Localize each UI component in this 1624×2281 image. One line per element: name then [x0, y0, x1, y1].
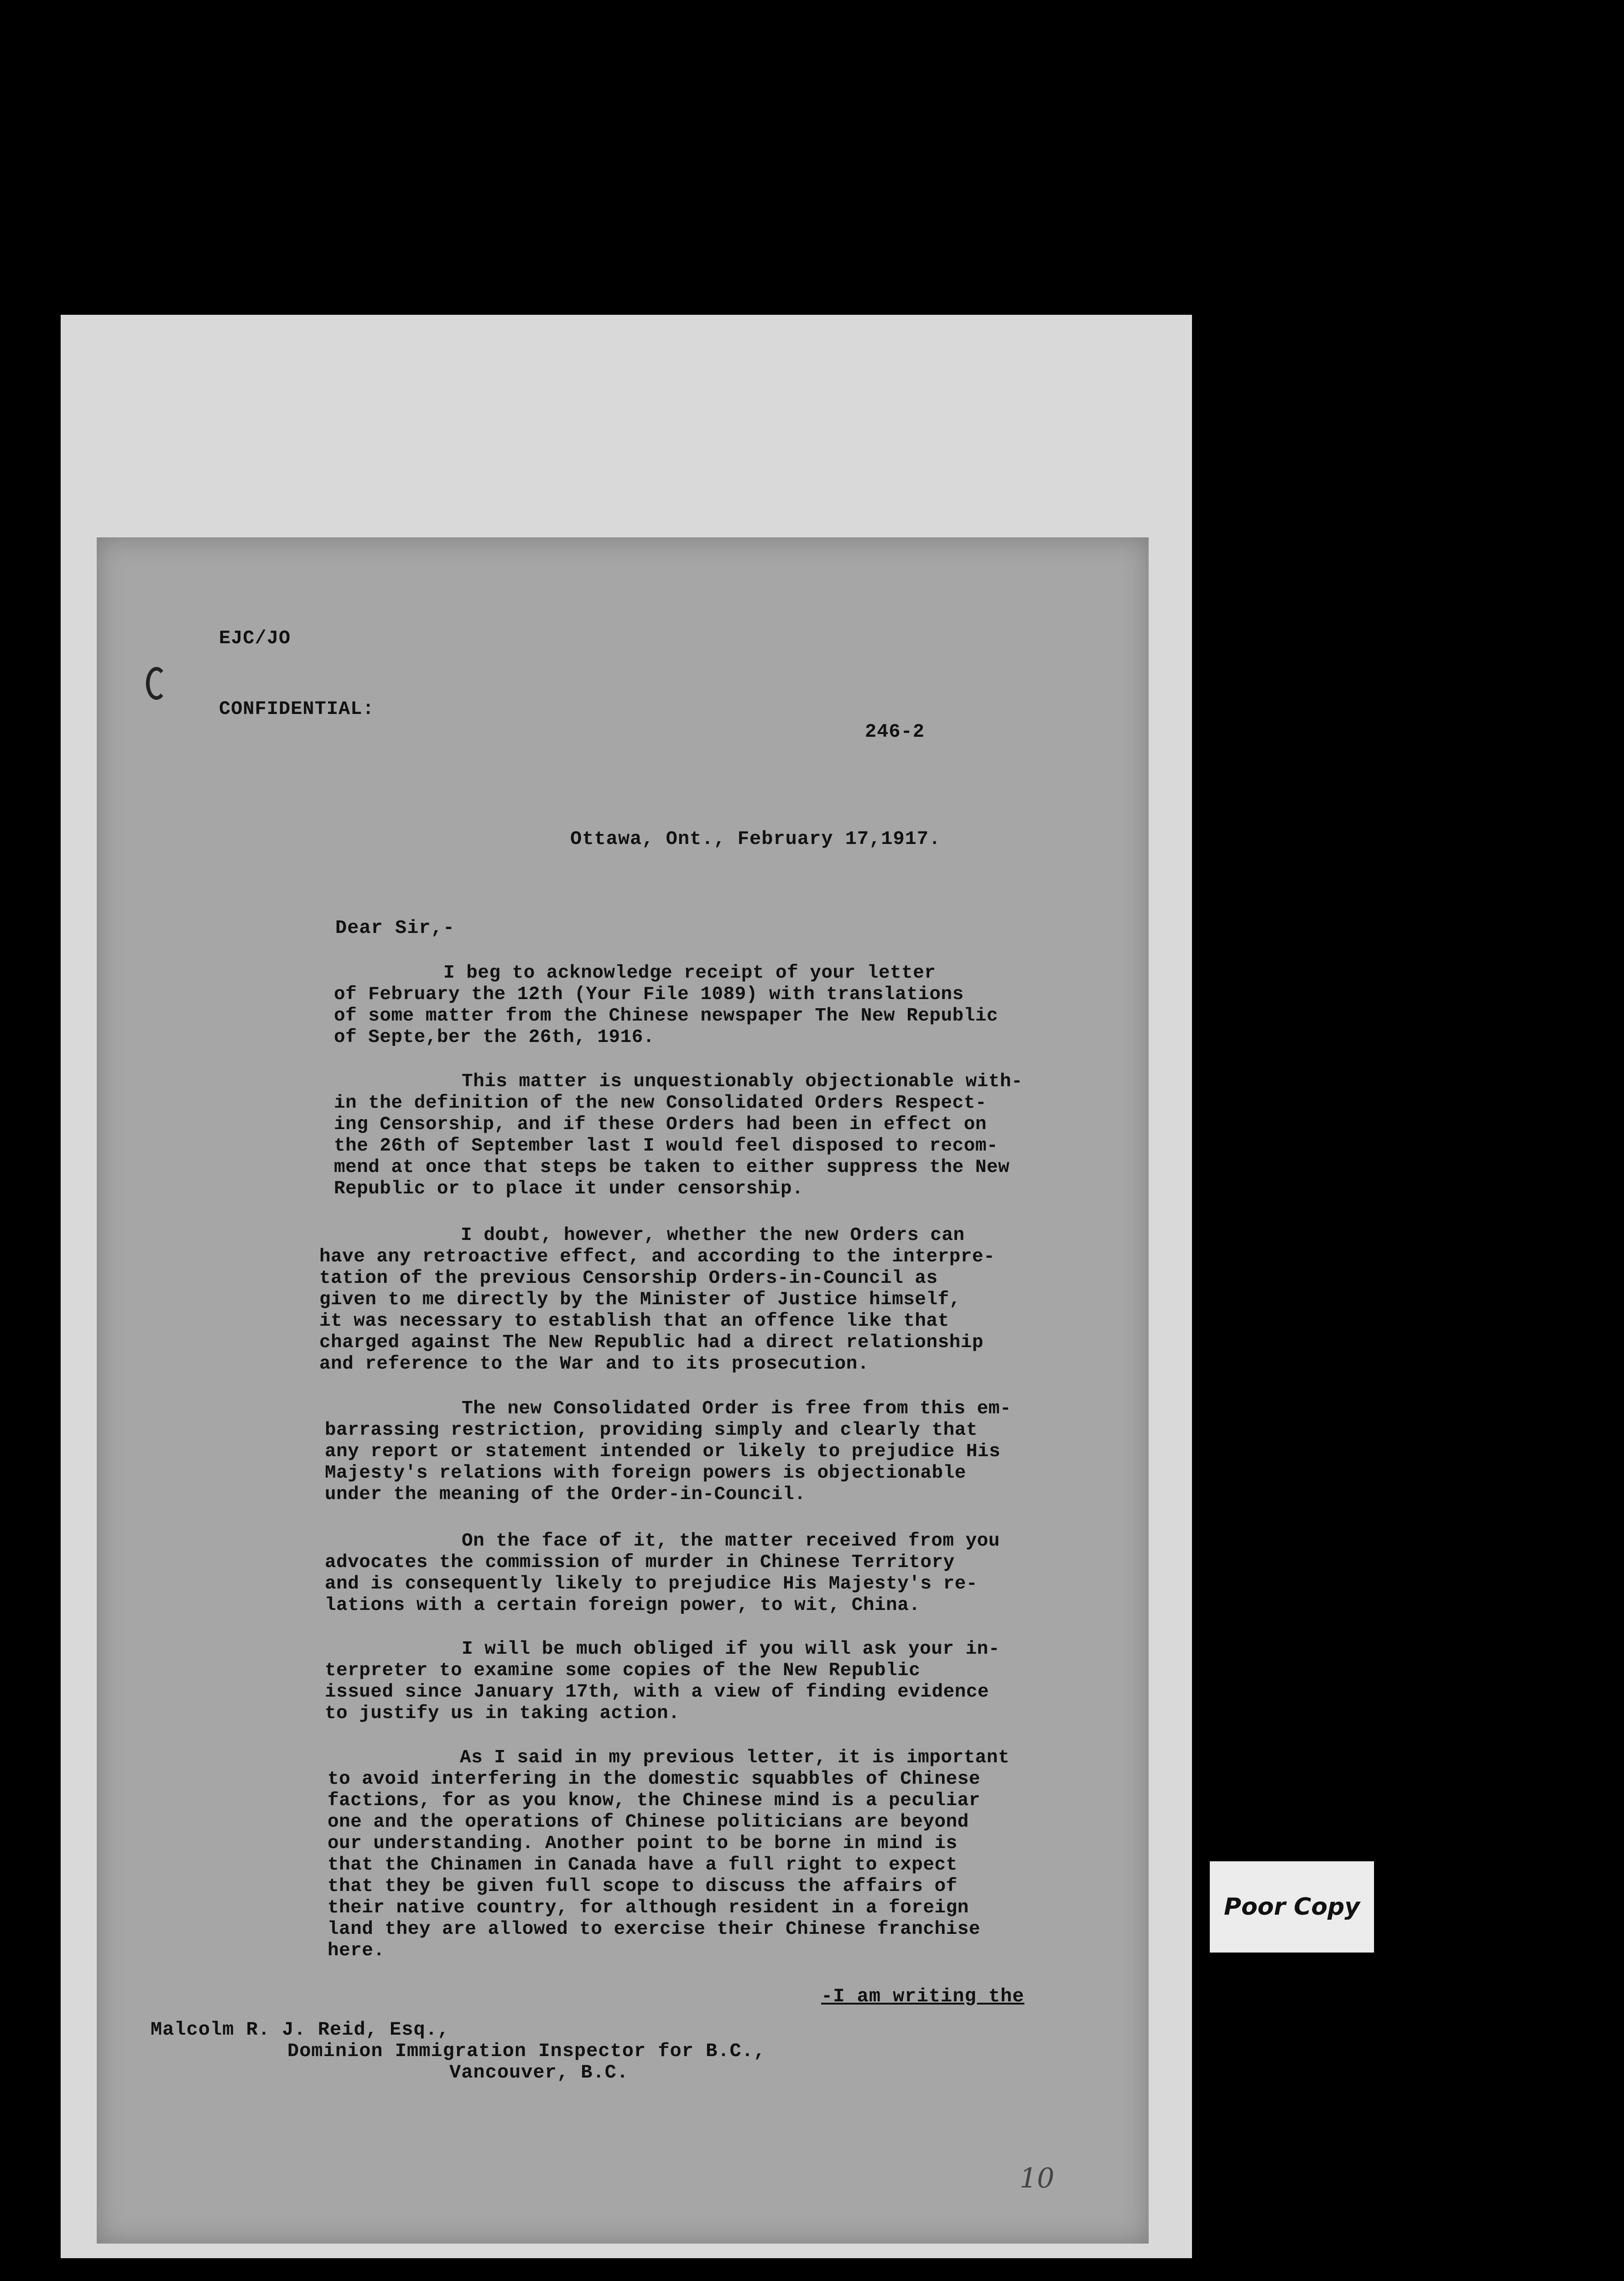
handwritten-page-number: 10 [1020, 2162, 1055, 2194]
paragraph-4: The new Consolidated Order is free from this em- barrassing restriction, providing simply and clearly that any report or statement intended or likely to prejudice His Majesty's relations with foreign powers is objectionable under the meaning of the Order-in-Council. [325, 1398, 1011, 1505]
paragraph-2: This matter is unquestionably objectionable with- in the definition of the new Consolidated Orders Respect- ing Censorship, and if these Orders had been in effect on the 26th of September last I would feel disposed to recom- mend at once that steps be taken to either suppress the New Republic or to place it under censorship. [334, 1071, 1023, 1199]
salutation: Dear Sir,- [335, 917, 455, 939]
file-number: 246-2 [865, 721, 925, 743]
addressee-name: Malcolm R. J. Reid, Esq., [151, 2019, 450, 2041]
confidential-label: CONFIDENTIAL: [219, 698, 375, 720]
poor-copy-note: Poor Copy [1223, 1893, 1360, 1921]
paragraph-7: As I said in my previous letter, it is important to avoid interfering in the domestic squabbles of Chinese factions, for as you know, the Chinese mind is a peculiar one and the operations of Chinese politicians are beyond our understanding. Another point to be borne in mind is that the Chinamen in Canada have a full right to expect that they be given full scope to discuss the affairs of their native country, for although resident in a foreign land they are allowed to exercise their Chinese franchise here. [328, 1747, 1010, 1961]
continuation-catchword: -I am writing the [821, 1985, 1025, 2007]
paragraph-3: I doubt, however, whether the new Orders can have any retroactive effect, and according to the interpre- tation of the previous Censorship Orders-in-Council as given to me directly by the Minister of Justice himself, it was necessary to establish that an offence like that charged against The New Republic had a direct relationship and reference to the War and to its prosecution. [319, 1225, 995, 1375]
poor-copy-tag [1210, 1861, 1374, 1953]
place-date: Ottawa, Ont., February 17,1917. [570, 828, 941, 850]
paragraph-1: I beg to acknowledge receipt of your letter of February the 12th (Your File 1089) with translations of some matter from the Chinese newspaper The New Republic of Septe,ber the 26th, 1916. [334, 963, 999, 1048]
paragraph-5: On the face of it, the matter received from you advocates the commission of murder in Chinese Territory and is consequently likely to prejudice His Majesty's re- lations with a certain foreign power, to wit, China. [325, 1531, 1000, 1616]
punch-hole-mark [146, 667, 167, 700]
addressee-city: Vancouver, B.C. [449, 2062, 629, 2083]
paragraph-6: I will be much obliged if you will ask your in- terpreter to examine some copies of the New Republic issued since January 17th, with a view of finding evidence to justify us in taking action. [325, 1639, 1000, 1724]
reference-initials: EJC/JO [219, 627, 291, 649]
addressee-title: Dominion Immigration Inspector for B.C., [287, 2040, 766, 2062]
